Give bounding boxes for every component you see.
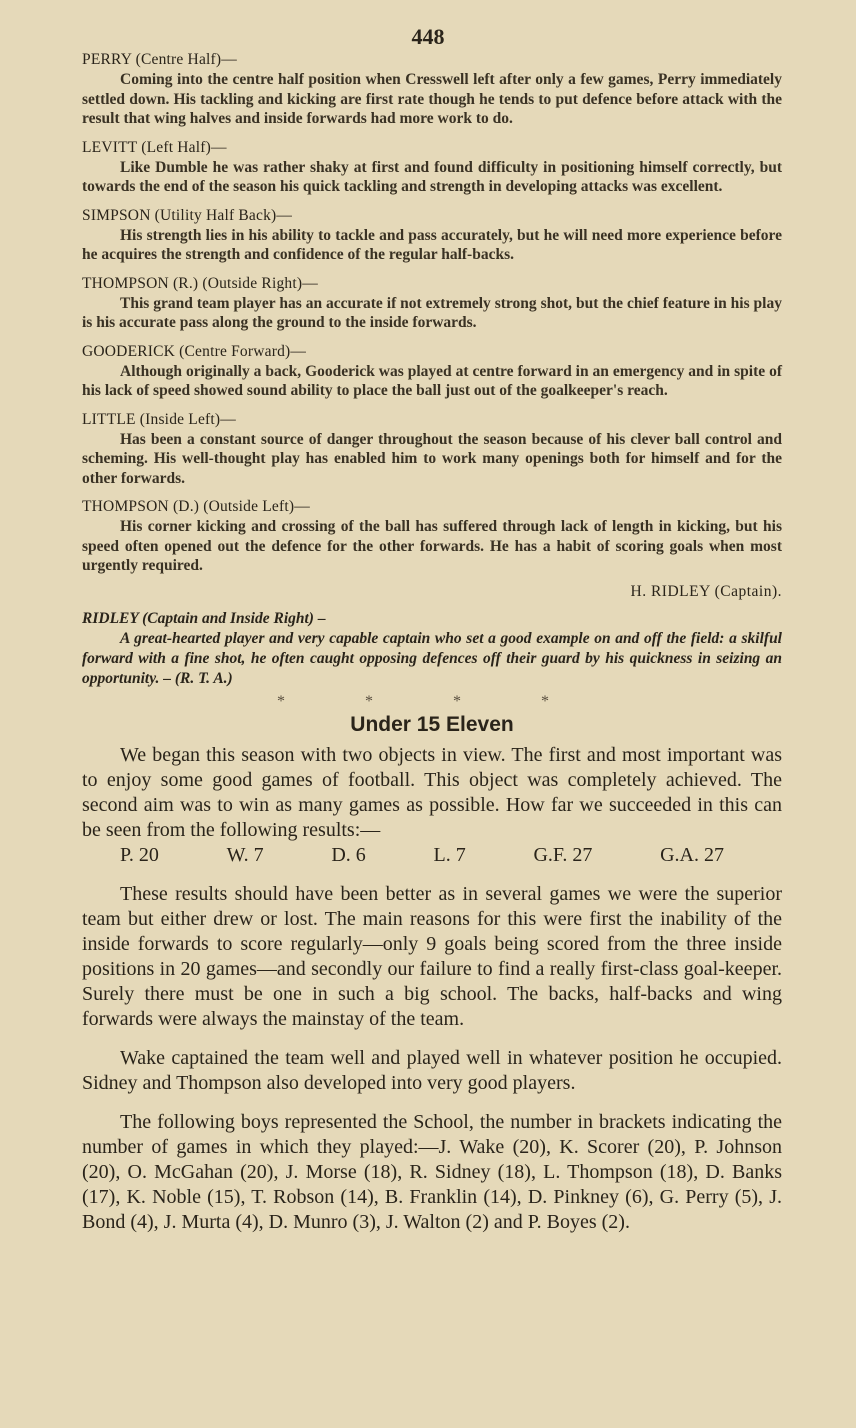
ridley-tribute: A great-hearted player and very capable captain who set a good example on and off the field: a skilful forward with a fine shot, he often caught opposing defences off their guard by his quickness in seizing an opportunity. – (R. T. A.) bbox=[82, 629, 782, 687]
result-played: P. 20 bbox=[120, 843, 159, 866]
result-goals-for: G.F. 27 bbox=[533, 843, 593, 866]
result-lost: L. 7 bbox=[433, 843, 466, 866]
player-description: Like Dumble he was rather shaky at first and found difficulty in positioning himself correctly, but towards the end of the season his quick tackling and strength in developing attacks was excellent. bbox=[82, 158, 782, 195]
player-report bbox=[82, 206, 782, 265]
player-report bbox=[82, 138, 782, 197]
player-reports bbox=[82, 50, 782, 1235]
player-report bbox=[82, 50, 782, 129]
player-description: Coming into the centre half position when Cresswell left after only a few games, Perry immediately settled down. His tackling and kicking are first rate though he tends to put defence before attack with the result that wing halves and inside forwards had more work to do. bbox=[82, 71, 782, 127]
under15-paragraph-captain: Wake captained the team well and played well in whatever position he occupied. Sidney and Thompson also developed into very good players. bbox=[82, 1046, 782, 1094]
result-drawn: D. 6 bbox=[331, 843, 366, 866]
captain-signature: H. RIDLEY (Captain). bbox=[630, 582, 782, 600]
under15-paragraph-analysis: These results should have been better as in several games we were the superior team but either drew or lost. The main reasons for this were first the inability of the inside forwards to score regularly—only 9 goals being scored from the three inside positions in 20 games—and secondly our failure to find a really first-class goal-keeper. Surely there must be one in such a big school. The backs, half-backs and wing forwards were always the mainstay of the team. bbox=[82, 882, 782, 1030]
player-name: THOMPSON (R.) (Outside Right)— bbox=[82, 274, 318, 292]
results-line bbox=[82, 843, 782, 868]
player-name: PERRY (Centre Half)— bbox=[82, 51, 237, 68]
player-report bbox=[82, 497, 782, 576]
player-name: LITTLE (Inside Left)— bbox=[82, 410, 236, 428]
result-won: W. 7 bbox=[226, 843, 264, 866]
player-name: LEVITT (Left Half)— bbox=[82, 138, 227, 156]
under15-report bbox=[82, 743, 782, 1235]
player-report bbox=[82, 274, 782, 333]
player-name: GOODERICK (Centre Forward)— bbox=[82, 342, 307, 360]
player-report bbox=[82, 410, 782, 489]
result-goals-against: G.A. 27 bbox=[660, 843, 724, 866]
ridley-heading: RIDLEY (Captain and Inside Right) – bbox=[82, 609, 326, 627]
player-description: His corner kicking and crossing of the ball has suffered through lack of length in kicking, but his speed often opened out the defence for the other forwards. He has a habit of scoring goals when most urgently required. bbox=[82, 518, 782, 574]
under15-paragraph-team-list: The following boys represented the School, the number in brackets indicating the number of games in which they played:—J. Wake (20), K. Scorer (20), P. Johnson (20), O. McGahan (20), J. Morse (18), R. Sidney (18), L. Thompson (18), D. Banks (17), K. Noble (15), T. Robson (14), B. Franklin (14), D. Pinkney (6), G. Perry (5), J. Bond (4), J. Murta (4), D. Munro (3), J. Walton (2) and P. Boyes (2). bbox=[82, 1110, 782, 1233]
player-name: SIMPSON (Utility Half Back)— bbox=[82, 206, 293, 224]
player-name: THOMPSON (D.) (Outside Left)— bbox=[82, 498, 310, 515]
player-description: His strength lies in his ability to tackle and pass accurately, but he will need more experience before he acquires the strength and confidence of the regular half-backs. bbox=[82, 226, 782, 263]
page-number: 448 bbox=[411, 24, 445, 49]
player-description: This grand team player has an accurate if not extremely strong shot, but the chief feature in his play is his accurate pass along the ground to the inside forwards. bbox=[82, 294, 782, 331]
player-report bbox=[82, 342, 782, 401]
player-description: Although originally a back, Gooderick was played at centre forward in an emergency and in spite of his lack of speed showed sound ability to place the ball just out of the goalkeeper's reach. bbox=[82, 362, 782, 399]
player-description: Has been a constant source of danger throughout the season because of his clever ball control and scheming. His well-thought play has enabled him to work many openings both for himself and for the other forwards. bbox=[82, 430, 782, 487]
under15-paragraph-intro: We began this season with two objects in view. The first and most important was to enjoy some good games of football. This object was completely achieved. The second aim was to win as many games as possible. How far we succeeded in this can be seen from the following results:— bbox=[82, 743, 782, 841]
section-title: Under 15 Eleven bbox=[350, 712, 514, 736]
section-divider-stars: * * * * bbox=[277, 692, 587, 710]
